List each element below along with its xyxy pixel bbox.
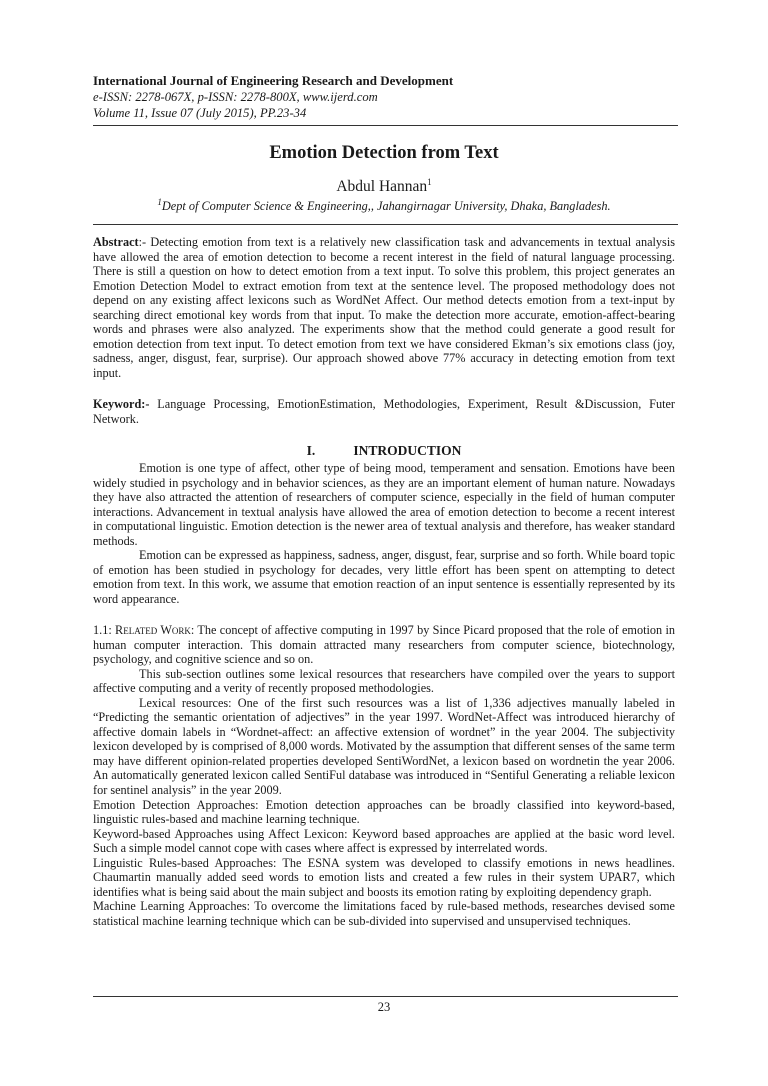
related-paragraph: Emotion Detection Approaches: Emotion detection approaches can be broadly classified into keyword-based, linguistic rules-based and machine learning technique. <box>93 797 675 827</box>
footer-divider <box>93 996 678 997</box>
paper-title: Emotion Detection from Text <box>269 143 499 163</box>
related-lead-text: The concept of affective computing in 1997 by Since Picard proposed that the role of emotion in human computer interaction. This domain attracted many researchers from computer science, biotechnology, psychology, and cognitive science and so on. <box>93 623 675 667</box>
title-divider <box>93 224 678 225</box>
introduction-body <box>93 461 675 606</box>
affiliation-text: Dept of Computer Science & Engineering,, Jahangirnagar University, Dhaka, Bangladesh. <box>161 199 611 213</box>
header-divider <box>93 125 678 126</box>
abstract-text: :- Detecting emotion from text is a relatively new classification task and advancements in textual analysis have allowed the area of emotion detection to become a recent interest in the field of natural language processing. There is still a question on how to detect emotion from a text input. To solve this problem, this project generates an Emotion Detection Model to extract emotion from text at the sentence level. The proposed methodology does not depend on any existing affect lexicons such as WordNet Affect. Our method detects emotion from a text-input by searching direct emotional key words from that input. To make the detection more accurate, emotion-affect-bearing words and phrases were also analyzed. The experiments show that the method could generate a good result for emotion detection from text input. To detect emotion from text we have considered Ekman’s six emotions class (joy, sadness, anger, disgust, fear, surprise). Our approach showed above 77% accuracy in detecting emotion from text input. <box>93 235 675 380</box>
affiliation-sup: 1 <box>157 196 162 207</box>
related-heading-mid: W <box>157 623 172 637</box>
journal-name: International Journal of Engineering Research and Development <box>93 73 454 88</box>
author-name: Abdul Hannan <box>336 178 428 195</box>
related-heading-prefix: 1.1: R <box>93 623 124 637</box>
related-work-lead <box>93 623 675 667</box>
related-heading-suffix: : <box>190 623 195 637</box>
section-heading <box>93 443 675 459</box>
related-paragraph: This sub-section outlines some lexical resources that researchers have compiled over the years to support affective computing and a verity of recently proposed methodologies. <box>93 666 675 696</box>
intro-paragraph: Emotion is one type of affect, other type of being mood, temperament and sensation. Emotions have been widely studied in psychology and in behavior sciences, as they are an important element of human nature. Nowadays they have also attracted the attention of researchers of computer science, especially in the field of human computer interactions. Advancement in textual analysis have allowed the area of emotion detection to become a recent interest in computational linguistic. Emotion detection is the newer area of textual analysis and therefore, has weaker standard methods. <box>93 461 675 548</box>
author-line <box>93 178 675 196</box>
keywords-text: Language Processing, EmotionEstimation, Methodologies, Experiment, Result &Discussion, Futer Network. <box>93 397 675 426</box>
keywords-block <box>93 397 675 426</box>
related-heading-sc2: ork <box>171 623 191 637</box>
abstract-paragraph <box>93 235 675 380</box>
related-work-body <box>93 623 675 928</box>
author-sup: 1 <box>427 176 432 187</box>
intro-paragraph: Emotion can be expressed as happiness, sadness, anger, disgust, fear, surprise and so forth. While board topic of emotion has been studied in psychology for decades, very little effort has been spent on attempting to detect emotion from text. In this work, we assume that emotion reaction of an input sentence is essentially represented by its word appearance. <box>93 548 675 606</box>
related-paragraph: Linguistic Rules-based Approaches: The ESNA system was developed to classify emotions in news headlines. Chaumartin manually added seed words to emotion lists and created a few rules in their system UPAR7, which identifies what is being said about the main subject and boosts its emotion rating by exploiting dependency graph. <box>93 855 675 899</box>
journal-header <box>93 73 675 121</box>
keywords-label: Keyword:- <box>93 397 150 411</box>
journal-issn: e-ISSN: 2278-067X, p-ISSN: 2278-800X, www.ijerd.com <box>93 90 378 104</box>
journal-volume: Volume 11, Issue 07 (July 2015), PP.23-34 <box>93 106 307 120</box>
related-paragraph: Keyword-based Approaches using Affect Lexicon: Keyword based approaches are applied at the basic word level. Such a simple model cannot cope with cases where affect is expressed by interrelated words. <box>93 826 675 856</box>
section-title: INTRODUCTION <box>353 443 462 458</box>
section-number: I. <box>306 443 316 458</box>
page-number: 23 <box>377 1000 391 1014</box>
related-paragraph: Lexical resources: One of the first such resources was a list of 1,336 adjectives manually labeled in “Predicting the semantic orientation of adjectives” in the year 1997. WordNet-Affect was introduced hierarchy of affective domain labels in “Wordnet-affect: an affective extension of wordnet” in the year 2004. The subjectivity lexicon developed by is comprised of 8,000 words. Motivated by the assumption that different senses of the same term may have different opinion-related properties developed SentiWordNet, a lexicon based on wordnetin the year 2006. An automatically generated lexicon called SentiFul database was introduced in “Sentiful Generating a reliable lexicon for sentinel analysis” in the year 2009. <box>93 695 675 798</box>
related-paragraph: Machine Learning Approaches: To overcome the limitations faced by rule-based methods, researches devised some statistical machine learning technique which can be sub-divided into supervised and unsupervised techniques. <box>93 899 675 928</box>
abstract-block <box>93 235 675 380</box>
affiliation <box>93 196 675 214</box>
abstract-label: Abstract <box>93 235 139 249</box>
related-heading-sc1: elated <box>123 623 158 637</box>
keywords-paragraph <box>93 397 675 426</box>
